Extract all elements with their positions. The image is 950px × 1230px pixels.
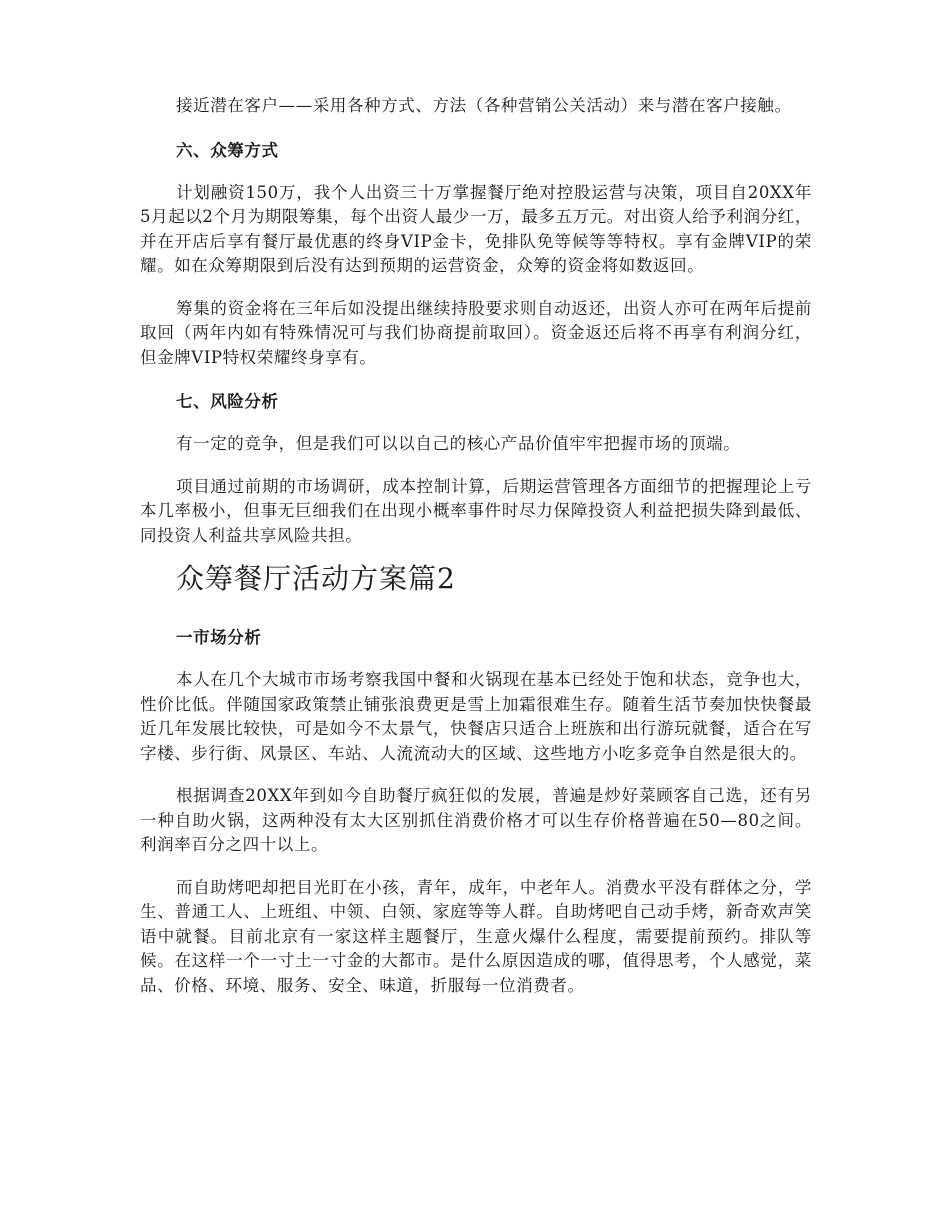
paragraph-financing-plan: 计划融资150万，我个人出资三十万掌握餐厅绝对控股运营与决策，项目自20XX年5月起以2个月为期限筹集，每个出资人最少一万，最多五万元。对出资人给予利润分红，并在开店后享有餐厅最优惠的终身VIP金卡，免排队免等候等等特权。享有金牌VIP的荣耀。如在众筹期限到后没有达到预期的运营资金，众筹的资金将如数返回。 (140, 182, 812, 275)
heading-crowdfunding-method: 六、众筹方式 (176, 140, 279, 160)
document-page (140, 94, 812, 998)
paragraph-fund-return: 筹集的资金将在三年后如没提出继续持股要求则自动返还，出资人亦可在两年后提前取回（两年内如有特殊情况可与我们协商提前取回）。资金返还后将不再享有利润分红，但金牌VIP特权荣耀终身享有。 (140, 298, 812, 367)
heading-market-analysis: 一市场分析 (176, 628, 262, 647)
paragraph-market-survey: 本人在几个大城市市场考察我国中餐和火锅现在基本已经处于饱和状态，竞争也大，性价比低。伴随国家政策禁止铺张浪费更是雪上加霜很难生存。随着生活节奏加快快餐最近几年发展比较快，可是如今不太景气，快餐店只适合上班族和出行游玩就餐，适合在写字楼、步行街、风景区、车站、人流流动大的区域、这些地方小吃多竞争自然是很大的。 (140, 670, 812, 763)
paragraph-competition: 有一定的竞争，但是我们可以以自己的核心产品价值牢牢把握市场的顶端。 (176, 434, 741, 453)
paragraph-bbq-buffet: 而自助烤吧却把目光盯在小孩，青年，成年，中老年人。消费水平没有群体之分，学生、普通工人、上班组、中领、白领、家庭等等人群。自助烤吧自己动手烤，新奇欢声笑语中就餐。目前北京有一家这样主题餐厅，生意火爆什么程度，需要提前预约。排队等候。在这样一个一寸土一寸金的大都市。是什么原因造成的哪，值得思考，个人感觉，菜品、价格、环境、服务、安全、味道，折服每一位消费者。 (140, 877, 812, 995)
heading-risk-analysis: 七、风险分析 (176, 392, 279, 411)
document-title-part-2: 众筹餐厅活动方案篇2 (176, 562, 456, 595)
paragraph-risk-control: 项目通过前期的市场调研，成本控制计算，后期运营管理各方面细节的把握理论上亏本几率极小，但事无巨细我们在出现小概率事件时尽力保障投资人利益把损失降到最低、同投资人利益共享风险共担。 (140, 476, 812, 545)
paragraph-contact-customers: 接近潜在客户——采用各种方式、方法（各种营销公关活动）来与潜在客户接触。 (176, 96, 792, 115)
paragraph-buffet-development: 根据调查20XX年到如今自助餐厅疯狂似的发展，普遍是炒好菜顾客自己选，还有另一种自助火锅，这两种没有太大区别抓住消费价格才可以生存价格普遍在50—80之间。利润率百分之四十以上。 (140, 786, 812, 854)
